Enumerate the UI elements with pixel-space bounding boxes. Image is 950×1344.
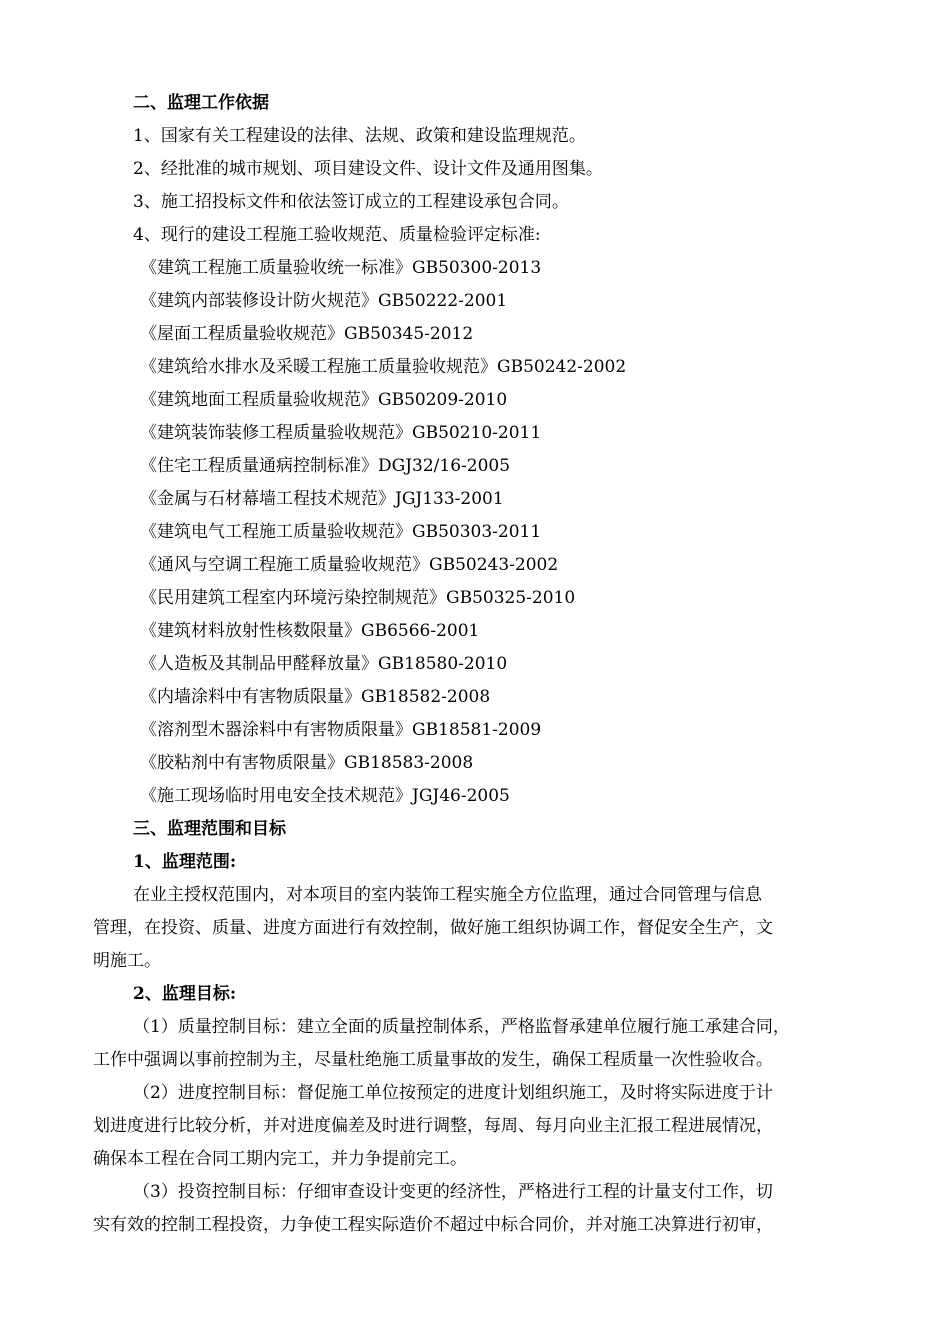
scope-line: 明施工。 bbox=[93, 951, 161, 971]
standard-item: 《溶剂型木器涂料中有害物质限量》GB18581-2009 bbox=[140, 720, 542, 740]
goal-line: （1）质量控制目标：建立全面的质量控制体系，严格监督承建单位履行施工承建合同， bbox=[133, 1017, 790, 1037]
standard-item: 《胶粘剂中有害物质限量》GB18583-2008 bbox=[140, 753, 474, 773]
standard-item: 《住宅工程质量通病控制标准》DGJ32/16-2005 bbox=[140, 456, 511, 476]
standard-item: 《施工现场临时用电安全技术规范》JGJ46-2005 bbox=[140, 786, 510, 806]
standard-item: 《建筑给水排水及采暖工程施工质量验收规范》GB50242-2002 bbox=[140, 357, 627, 377]
goal-line: 实有效的控制工程投资，力争使工程实际造价不超过中标合同价，并对施工决算进行初审， bbox=[93, 1215, 773, 1235]
goal-line: 划进度进行比较分析，并对进度偏差及时进行调整，每周、每月向业主汇报工程进展情况， bbox=[93, 1116, 773, 1136]
goal-line: （3）投资控制目标：仔细审查设计变更的经济性，严格进行工程的计量支付工作，切 bbox=[133, 1182, 773, 1202]
standard-item: 《人造板及其制品甲醛释放量》GB18580-2010 bbox=[140, 654, 508, 674]
goal-line: 确保本工程在合同工期内完工，并力争提前完工。 bbox=[93, 1149, 467, 1169]
standard-item: 《建筑工程施工质量验收统一标准》GB50300-2013 bbox=[140, 258, 542, 278]
scope-line: 在业主授权范围内，对本项目的室内装饰工程实施全方位监理，通过合同管理与信息 bbox=[133, 885, 762, 905]
standard-item: 《建筑内部装修设计防火规范》GB50222-2001 bbox=[140, 291, 508, 311]
list-item: 3、施工招投标文件和依法签订成立的工程建设承包合同。 bbox=[133, 192, 569, 212]
standard-item: 《金属与石材幕墙工程技术规范》JGJ133-2001 bbox=[140, 489, 504, 509]
standard-item: 《建筑地面工程质量验收规范》GB50209-2010 bbox=[140, 390, 508, 410]
standard-item: 《通风与空调工程施工质量验收规范》GB50243-2002 bbox=[140, 555, 559, 575]
list-item: 2、经批准的城市规划、项目建设文件、设计文件及通用图集。 bbox=[133, 159, 603, 179]
scope-line: 管理，在投资、质量、进度方面进行有效控制，做好施工组织协调工作，督促安全生产，文 bbox=[93, 918, 773, 938]
standard-item: 《屋面工程质量验收规范》GB50345-2012 bbox=[140, 324, 474, 344]
list-item: 1、国家有关工程建设的法律、法规、政策和建设监理规范。 bbox=[133, 126, 586, 146]
section-heading-scope-goals: 三、监理范围和目标 bbox=[133, 819, 286, 839]
section-heading-basis: 二、监理工作依据 bbox=[133, 93, 269, 113]
standard-item: 《内墙涂料中有害物质限量》GB18582-2008 bbox=[140, 687, 491, 707]
subheading-goals: 2、监理目标: bbox=[133, 984, 237, 1004]
goal-line: （2）进度控制目标：督促施工单位按预定的进度计划组织施工，及时将实际进度于计 bbox=[133, 1083, 773, 1103]
subheading-scope: 1、监理范围: bbox=[133, 852, 237, 872]
standard-item: 《民用建筑工程室内环境污染控制规范》GB50325-2010 bbox=[140, 588, 576, 608]
goal-line: 工作中强调以事前控制为主，尽量杜绝施工质量事故的发生，确保工程质量一次性验收合。 bbox=[93, 1050, 773, 1070]
standard-item: 《建筑电气工程施工质量验收规范》GB50303-2011 bbox=[140, 522, 542, 542]
standard-item: 《建筑装饰装修工程质量验收规范》GB50210-2011 bbox=[140, 423, 542, 443]
standard-item: 《建筑材料放射性核数限量》GB6566-2001 bbox=[140, 621, 480, 641]
list-item: 4、现行的建设工程施工验收规范、质量检验评定标准: bbox=[133, 225, 541, 245]
